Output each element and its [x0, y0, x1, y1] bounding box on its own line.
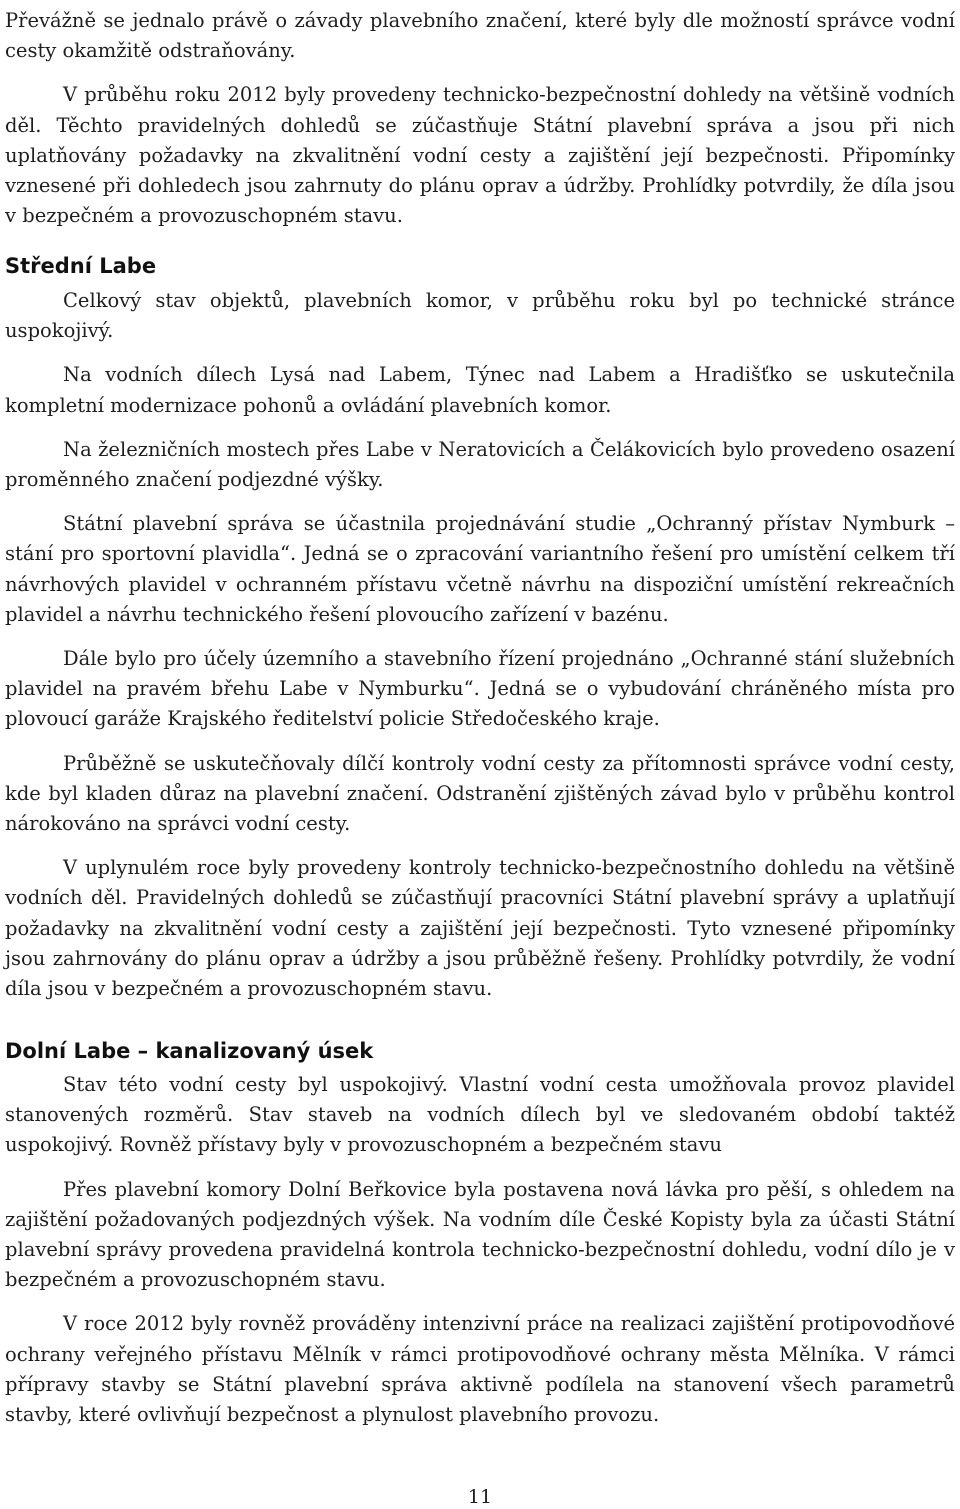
paragraph: Státní plavební správa se účastnila projednávání studie „Ochranný přístav Nymburk – stání pro sportovní plavidla“. Jedná se o zpracování variantního řešení pro umístění celkem tří návrhových plavidel v ochranném přístavu včetně návrhu na dispoziční umístění rekreačních plavidel a návrhu technického řešení plovoucího zařízení v bazénu.: [5, 512, 955, 626]
paragraph: Celkový stav objektů, plavebních komor, v průběhu roku byl po technické stránce uspokojivý.: [5, 289, 955, 343]
section-body-dolni-labe: [5, 1070, 955, 1430]
paragraph: V uplynulém roce byly provedeny kontroly technicko-bezpečnostního dohledu na většině vodních děl. Pravidelných dohledů se zúčastňují pracovníci Státní plavební správy a uplatňují požadavky na zkvalitnění vodní cesty a zajištění její bezpečnosti. Tyto vznesené připomínky jsou zahrnovány do plánu oprav a údržby a jsou průběžně řešeny. Prohlídky potvrdily, že vodní díla jsou v bezpečném a provozuschopném stavu.: [5, 856, 955, 1001]
section-heading-stredni-labe: Střední Labe: [5, 254, 157, 278]
section-heading-dolni-labe: Dolní Labe – kanalizovaný úsek: [5, 1039, 374, 1063]
intro-paragraph-1: Převážně se jednalo právě o závady plavebního značení, které byly dle možností správce vodní cesty okamžitě odstraňovány.: [5, 9, 955, 63]
paragraph: Stav této vodní cesty byl uspokojivý. Vlastní vodní cesta umožňovala provoz plavidel stanovených rozměrů. Stav staveb na vodních dílech byl ve sledovaném období taktéž uspokojivý. Rovněž přístavy byly v provozuschopném a bezpečném stavu: [5, 1073, 955, 1157]
page-number: 11: [467, 1486, 493, 1508]
intro-block: [5, 6, 955, 231]
section-body-stredni-labe: [5, 286, 955, 1004]
paragraph: Na vodních dílech Lysá nad Labem, Týnec nad Labem a Hradišťko se uskutečnila kompletní modernizace pohonů a ovládání plavebních komor.: [5, 363, 955, 417]
paragraph: Přes plavební komory Dolní Beřkovice byla postavena nová lávka pro pěší, s ohledem na zajištění požadovaných podjezdných výšek. Na vodním díle České Kopisty byla za účasti Státní plavební správy provedena pravidelná kontrola technicko-bezpečnostní dohledu, vodní dílo je v bezpečném a provozuschopném stavu.: [5, 1177, 955, 1292]
intro-paragraph-2: V průběhu roku 2012 byly provedeny technicko-bezpečnostní dohledy na většině vodních děl. Těchto pravidelných dohledů se zúčastňuje Státní plavební správa a jsou při nich uplatňovány požadavky na zkvalitnění vodní cesty a zajištění její bezpečnosti. Připomínky vznesené při dohledech jsou zahrnuty do plánu oprav a údržby. Prohlídky potvrdily, že díla jsou v bezpečném a provozuschopném stavu.: [5, 83, 955, 228]
paragraph: Na železničních mostech přes Labe v Neratovicích a Čelákovicích bylo provedeno osazení proměnného značení podjezdné výšky.: [5, 437, 955, 492]
paragraph: V roce 2012 byly rovněž prováděny intenzivní práce na realizaci zajištění protipovodňové ochrany veřejného přístavu Mělník v rámci protipovodňové ochrany města Mělníka. V rámci přípravy stavby se Státní plavební správa aktivně podílela na stanovení všech parametrů stavby, které ovlivňují bezpečnost a plynulost plavebního provozu.: [5, 1312, 955, 1427]
document-page: [5, 0, 955, 1509]
paragraph: Dále bylo pro účely územního a stavebního řízení projednáno „Ochranné stání služebních plavidel na pravém břehu Labe v Nymburku“. Jedná se o vybudování chráněného místa pro plovoucí garáže Krajského ředitelství policie Středočeského kraje.: [5, 647, 955, 731]
paragraph: Průběžně se uskutečňovaly dílčí kontroly vodní cesty za přítomnosti správce vodní cesty, kde byl kladen důraz na plavební značení. Odstranění zjištěných závad bylo v průběhu kontrol nárokováno na správci vodní cesty.: [5, 751, 955, 836]
